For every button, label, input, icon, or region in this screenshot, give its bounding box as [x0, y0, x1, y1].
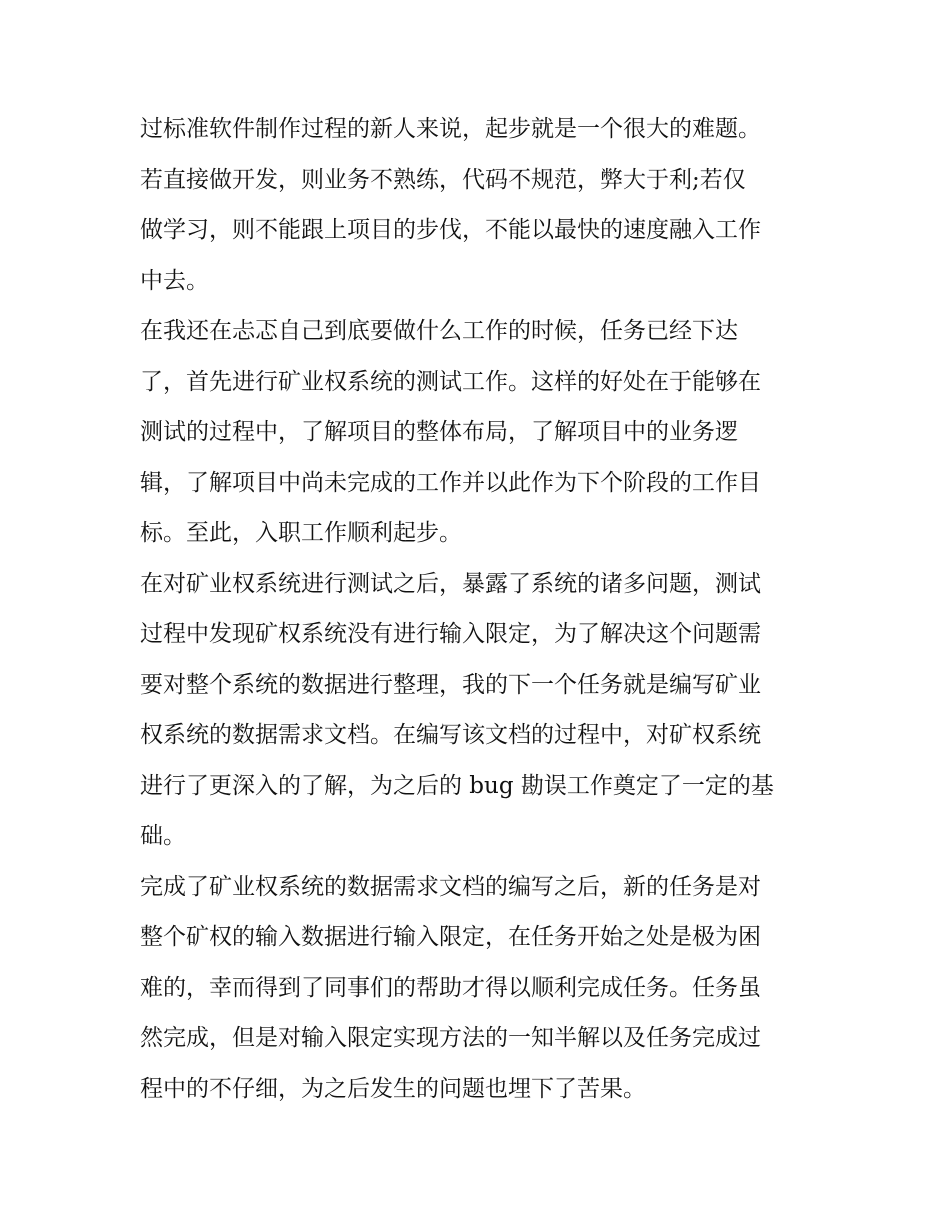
text-line: 权系统的数据需求文档。在编写该文档的过程中，对矿权系统	[140, 722, 761, 748]
paragraph-4	[140, 862, 815, 1115]
text-line: 过程中发现矿权系统没有进行输入限定，为了解决这个问题需	[140, 621, 761, 647]
text-line: 标。至此，入职工作顺利起步。	[140, 520, 462, 546]
document-body	[140, 104, 815, 1114]
text-line: 在我还在忐忑自己到底要做什么工作的时候，任务已经下达	[140, 318, 738, 344]
text-line: 若直接做开发，则业务不熟练，代码不规范，弊大于利;若仅	[140, 166, 746, 193]
text-line: 进行了更深入的了解，为之后的 bug 勘误工作奠定了一定的基	[140, 772, 774, 799]
text-line: 整个矿权的输入数据进行输入限定，在任务开始之处是极为困	[140, 924, 761, 950]
text-line: 完成了矿业权系统的数据需求文档的编写之后，新的任务是对	[140, 873, 761, 900]
text-line: 难的，幸而得到了同事们的帮助才得以顺利完成任务。任务虽	[140, 974, 761, 1001]
text-line: 了，首先进行矿业权系统的测试工作。这样的好处在于能够在	[140, 368, 761, 395]
text-line: 做学习，则不能跟上项目的步伐，不能以最快的速度融入工作	[140, 217, 761, 243]
text-line: 过标准软件制作过程的新人来说，起步就是一个很大的难题。	[140, 116, 761, 142]
paragraph-1	[140, 104, 815, 306]
text-line: 测试的过程中，了解项目的整体布局，了解项目中的业务逻	[140, 419, 738, 445]
text-line: 要对整个系统的数据进行整理，我的下一个任务就是编写矿业	[140, 671, 761, 698]
paragraph-2	[140, 306, 815, 559]
text-line: 在对矿业权系统进行测试之后，暴露了系统的诸多问题，测试	[140, 570, 761, 597]
text-line: 中去。	[140, 267, 209, 294]
text-line: 然完成，但是对输入限定实现方法的一知半解以及任务完成过	[140, 1025, 761, 1051]
text-line: 程中的不仔细，为之后发生的问题也埋下了苦果。	[140, 1075, 646, 1102]
paragraph-3	[140, 559, 815, 862]
text-line: 辑，了解项目中尚未完成的工作并以此作为下个阶段的工作目	[140, 469, 761, 496]
text-line: 础。	[140, 823, 186, 849]
